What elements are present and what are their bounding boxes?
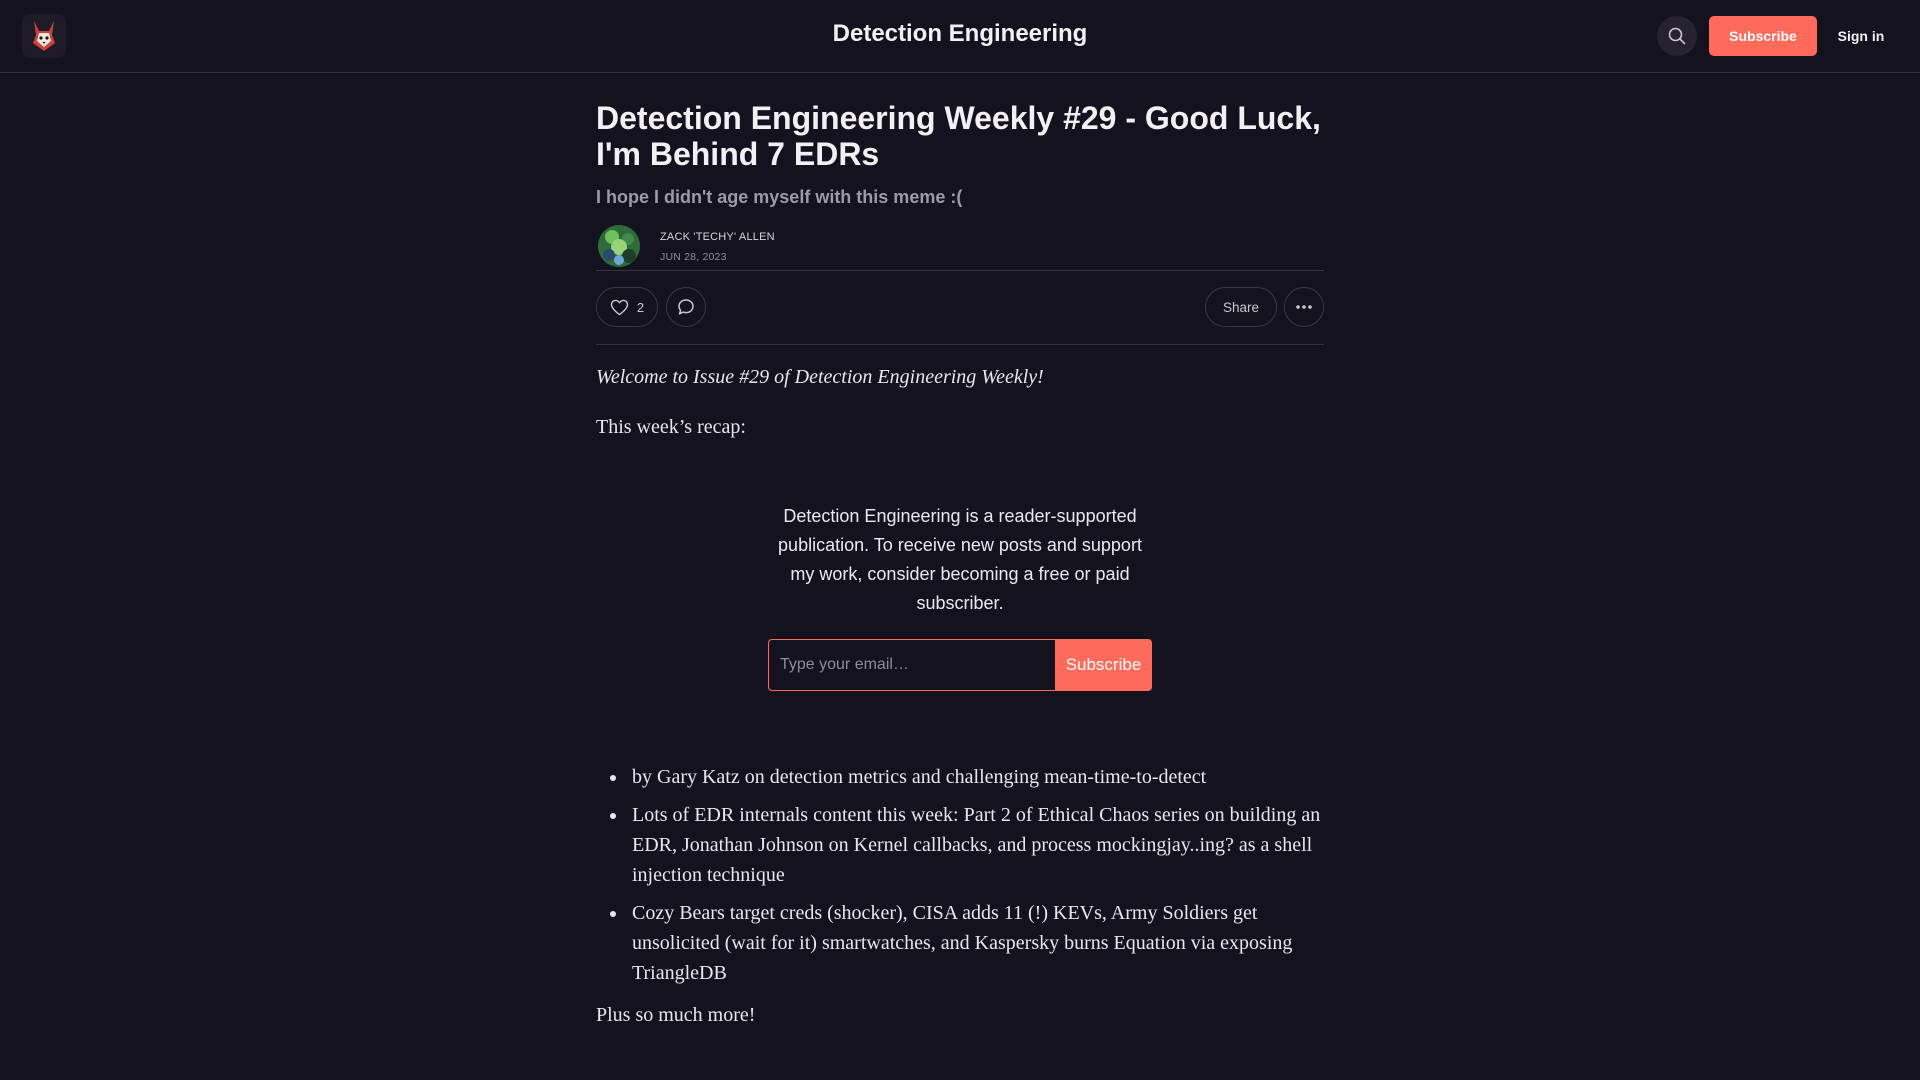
post-date: JUN 28, 2023: [660, 251, 727, 263]
recap-label: This week’s recap:: [596, 416, 746, 438]
share-button[interactable]: Share: [1205, 287, 1277, 327]
subscribe-submit-button[interactable]: Subscribe: [1055, 639, 1152, 691]
post-subtitle: I hope I didn't age myself with this meme :(: [596, 187, 963, 207]
fox-logo-icon[interactable]: [22, 14, 66, 58]
author-avatar[interactable]: [598, 225, 640, 267]
comment-button[interactable]: [666, 287, 706, 327]
more-icon: [1295, 304, 1313, 310]
top-nav-bar: [0, 0, 1920, 73]
sign-in-button[interactable]: Sign in: [1837, 28, 1885, 44]
list-item: by Gary Katz on detection metrics and challenging mean-time-to-detect: [632, 762, 1324, 792]
publication-title[interactable]: Detection Engineering: [832, 20, 1088, 47]
subscribe-button[interactable]: Subscribe: [1709, 16, 1817, 56]
post-actions: [596, 271, 1324, 344]
subscribe-form: [596, 639, 1324, 691]
welcome-text: Welcome to Issue #29 of Detection Engineering Weekly!: [596, 366, 1044, 388]
recap-list: [596, 762, 1324, 988]
subscribe-widget-text: Detection Engineering is a reader-supported publication. To receive new posts and support my work, consider becoming a free or paid subscriber.: [778, 506, 1142, 613]
comment-icon: [677, 298, 695, 316]
divider: [596, 344, 1324, 345]
more-options-button[interactable]: [1284, 287, 1324, 327]
closing-text: Plus so much more!: [596, 1004, 756, 1026]
email-input[interactable]: [768, 639, 1055, 691]
byline: [596, 225, 1324, 270]
list-item: Lots of EDR internals content this week: Part 2 of Ethical Chaos series on building an EDR, Jonathan Johnson on Kernel callbacks, and process mockingjay..ing? as a shell injection technique: [632, 800, 1324, 890]
search-button[interactable]: [1657, 16, 1697, 56]
like-count: 2: [636, 299, 645, 315]
like-button[interactable]: [596, 287, 658, 327]
heart-icon: [610, 299, 629, 316]
post-article: [596, 100, 1324, 1030]
subscribe-widget: [596, 502, 1324, 691]
list-item: Cozy Bears target creds (shocker), CISA adds 11 (!) KEVs, Army Soldiers get unsolicited (wait for it) smartwatches, and Kaspersky burns Equation via exposing TriangleDB: [632, 898, 1324, 988]
author-name[interactable]: ZACK 'TECHY' ALLEN: [660, 231, 775, 243]
search-icon: [1668, 27, 1686, 45]
post-title: Detection Engineering Weekly #29 - Good Luck, I'm Behind 7 EDRs: [596, 100, 1321, 172]
